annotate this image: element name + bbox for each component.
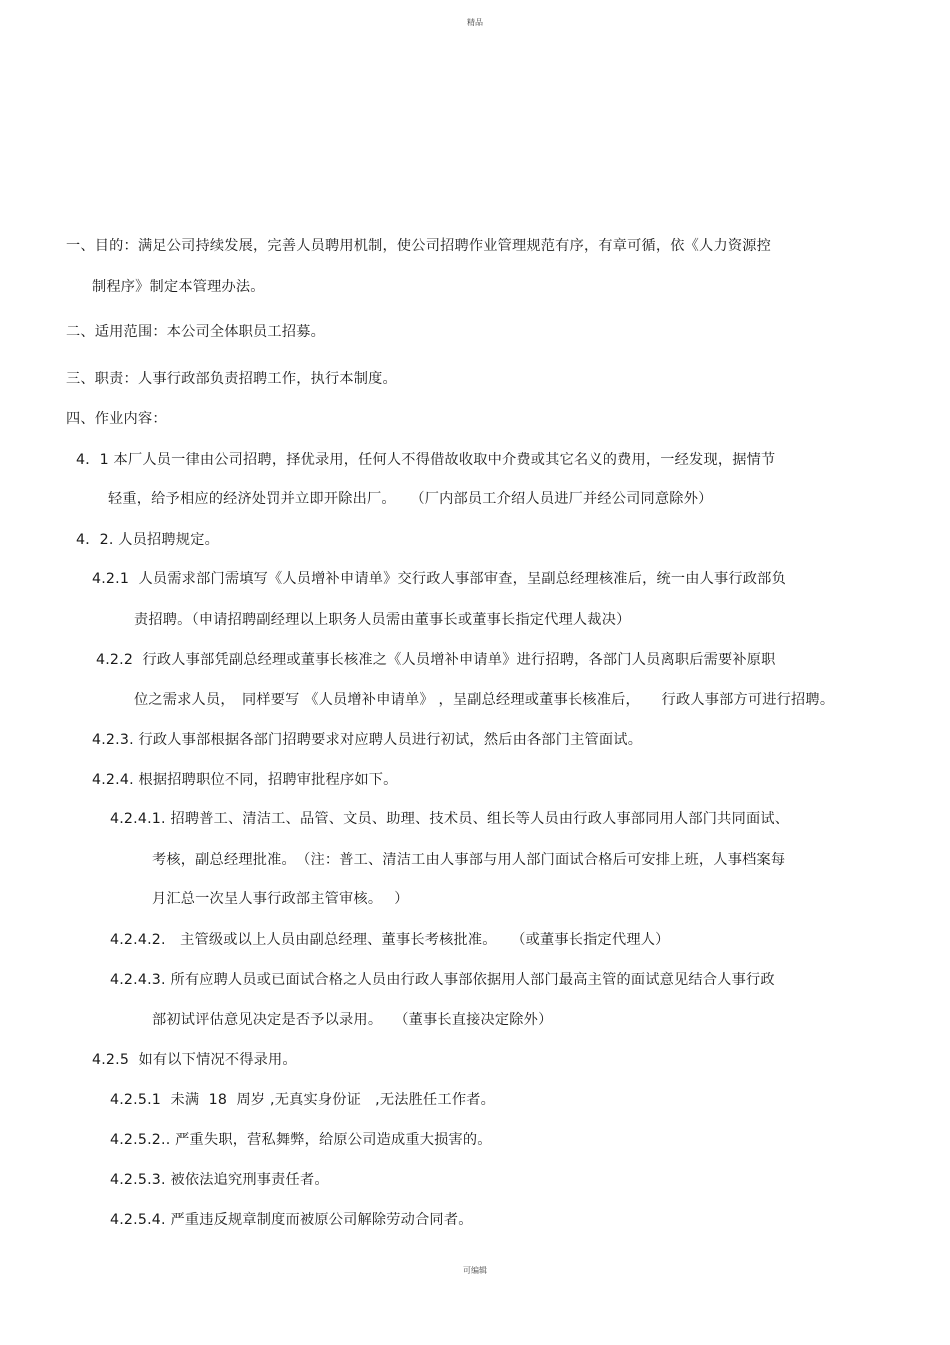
clause-4-2-5-1: 4.2.5.1 未满 18 周岁 ,无真实身份证 ,无法胜任工作者。 <box>110 1092 495 1108</box>
clause-4-2-5-3: 4.2.5.3. 被依法追究刑事责任者。 <box>110 1172 329 1188</box>
clause-4-2-5-4: 4.2.5.4. 严重违反规章制度而被原公司解除劳动合同者。 <box>110 1212 473 1228</box>
clause-4-1: 4．1 本厂人员一律由公司招聘，择优录用，任何人不得借故收取中介费或其它名义的费用，一经发现，据情节 <box>76 452 776 468</box>
section-1-purpose-cont: 制程序》制定本管理办法。 <box>92 279 265 295</box>
clause-4-2-4-1-cont: 考核，副总经理批准。 （注：普工、清洁工由人事部与用人部门面试合格后可安排上班，人事档案每 <box>152 852 786 868</box>
page-footer: 可编辑 <box>463 1266 487 1275</box>
clause-4-2-2-cont: 位之需求人员， 同样要写 《人员增补申请单》 ，呈副总经理或董事长核准后， 行政人事部方可进行招聘。 <box>134 692 835 708</box>
clause-4-2-2: 4.2.2 行政人事部凭副总经理或董事长核准之《人员增补申请单》进行招聘，各部门人员离职后需要补原职 <box>96 652 776 668</box>
section-2-scope: 二、适用范围：本公司全体职员工招募。 <box>66 324 325 340</box>
clause-4-2-3: 4.2.3. 行政人事部根据各部门招聘要求对应聘人员进行初试，然后由各部门主管面试。 <box>92 732 643 748</box>
clause-4-1-cont: 轻重，给予相应的经济处罚并立即开除出厂。 （厂内部员工介绍人员进厂并经公司同意除外） <box>108 491 713 507</box>
clause-4-2-4-1-cont2: 月汇总一次呈人事行政部主管审核。 ） <box>152 891 409 907</box>
clause-4-2-4: 4.2.4. 根据招聘职位不同，招聘审批程序如下。 <box>92 772 398 788</box>
clause-4-2-4-2: 4.2.4.2. 主管级或以上人员由副总经理、董事长考核批准。 （或董事长指定代理人） <box>110 932 670 948</box>
clause-4-2-4-3: 4.2.4.3. 所有应聘人员或已面试合格之人员由行政人事部依据用人部门最高主管的面试意见结合人事行政 <box>110 972 775 988</box>
clause-4-2-5: 4.2.5 如有以下情况不得录用。 <box>92 1052 297 1068</box>
section-4-heading: 四、作业内容： <box>66 411 167 427</box>
section-1-purpose: 一、目的：满足公司持续发展，完善人员聘用机制，使公司招聘作业管理规范有序，有章可循，依《人力资源控 <box>66 238 771 254</box>
clause-4-2-4-3-cont: 部初试评估意见决定是否予以录用。 （董事长直接决定除外） <box>152 1012 553 1028</box>
clause-4-2-4-1: 4.2.4.1. 招聘普工、清洁工、品管、文员、助理、技术员、组长等人员由行政人事部同用人部门共同面试、 <box>110 811 790 827</box>
page-header: 精品 <box>467 18 483 27</box>
section-3-duty: 三、职责：人事行政部负责招聘工作，执行本制度。 <box>66 371 397 387</box>
clause-4-2-5-2: 4.2.5.2.. 严重失职，营私舞弊，给原公司造成重大损害的。 <box>110 1132 492 1148</box>
clause-4-2-1: 4.2.1 人员需求部门需填写《人员增补申请单》交行政人事部审查，呈副总经理核准后，统一由人事行政部负 <box>92 571 786 587</box>
clause-4-2: 4．2. 人员招聘规定。 <box>76 532 219 548</box>
clause-4-2-1-cont: 责招聘。（申请招聘副经理以上职务人员需由董事长或董事长指定代理人裁决） <box>134 612 631 628</box>
